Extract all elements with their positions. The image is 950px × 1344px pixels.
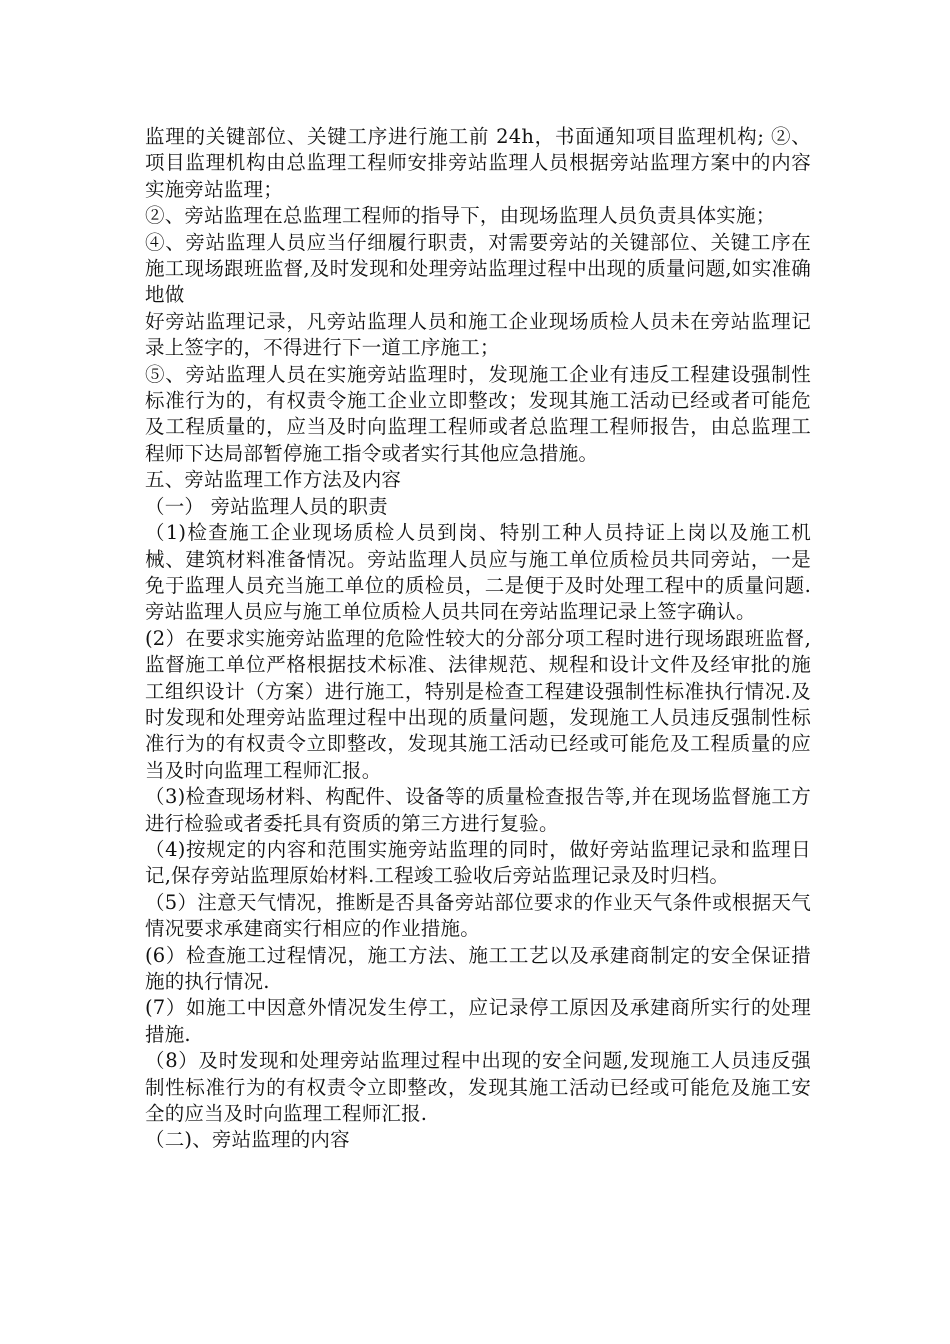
paragraph-notification: 监理的关键部位、关键工序进行施工前 24h，书面通知项目监理机构; ②、项目监理机构由总监理工程师安排旁站监理人员根据旁站监理方案中的内容实施旁站监理；	[145, 125, 811, 201]
section-heading-methods: 五、旁站监理工作方法及内容	[145, 468, 402, 492]
list-item-4: （4)按规定的内容和范围实施旁站监理的同时，做好旁站监理记录和监理日记,保存旁站监理原始材料.工程竣工验收后旁站监理记录及时归档。	[145, 837, 811, 888]
document-body	[145, 124, 811, 1154]
paragraph-violations: ⑤、旁站监理人员在实施旁站监理时，发现施工企业有违反工程建设强制性标准行为的，有权责令施工企业立即整改；发现其施工活动已经或者可能危及工程质量的，应当及时向监理工程师或者总监理工程师报告，由总监理工程师下达局部暂停施工指令或者实行其他应急措施。	[145, 362, 811, 465]
paragraph-duties: ④、旁站监理人员应当仔细履行职责，对需要旁站的关键部位、关键工序在施工现场跟班监督,及时发现和处理旁站监理过程中出现的质量问题,如实准确地做	[145, 230, 811, 307]
list-item-1: （1)检查施工企业现场质检人员到岗、特别工种人员持证上岗以及施工机械、建筑材料准备情况。旁站监理人员应与施工单位质检员共同旁站，一是免于监理人员充当施工单位的质检员，二是便于及时处理工程中的质量问题.旁站监理人员应与施工单位质检人员共同在旁站监理记录上签字确认。	[145, 521, 811, 624]
paragraph-records: 好旁站监理记录，凡旁站监理人员和施工企业现场质检人员未在旁站监理记录上签字的，不得进行下一道工序施工；	[145, 309, 811, 360]
list-item-3: （3)检查现场材料、构配件、设备等的质量检查报告等,并在现场监督施工方进行检验或者委托具有资质的第三方进行复验。	[145, 785, 811, 835]
list-item-2: (2）在要求实施旁站监理的危险性较大的分部分项工程时进行现场跟班监督,监督施工单位严格根据技术标准、法律规范、规程和设计文件及经审批的施工组织设计（方案）进行施工，特别是检查工程建设强制性标准执行情况.及时发现和处理旁站监理过程中出现的质量问题，发现施工人员违反强制性标准行为的有权责令立即整改，发现其施工活动已经或可能危及工程质量的应当及时向监理工程师汇报。	[145, 626, 811, 782]
list-item-6: (6）检查施工过程情况，施工方法、施工工艺以及承建商制定的安全保证措施的执行情况.	[145, 943, 811, 993]
list-item-7: (7）如施工中因意外情况发生停工，应记录停工原因及承建商所实行的处理措施.	[145, 996, 811, 1046]
subsection-heading-content: （二)、旁站监理的内容	[145, 1128, 350, 1152]
list-item-5: （5）注意天气情况，推断是否具备旁站部位要求的作业天气条件或根据天气情况要求承建商实行相应的作业措施。	[145, 890, 811, 941]
subsection-heading-responsibilities: （一） 旁站监理人员的职责	[145, 494, 388, 518]
list-item-8: （8）及时发现和处理旁站监理过程中出现的安全问题,发现施工人员违反强制性标准行为的有权责令立即整改，发现其施工活动已经或可能危及施工安全的应当及时向监理工程师汇报.	[145, 1049, 811, 1126]
paragraph-guidance: ②、旁站监理在总监理工程师的指导下，由现场监理人员负责具体实施；	[145, 204, 776, 228]
